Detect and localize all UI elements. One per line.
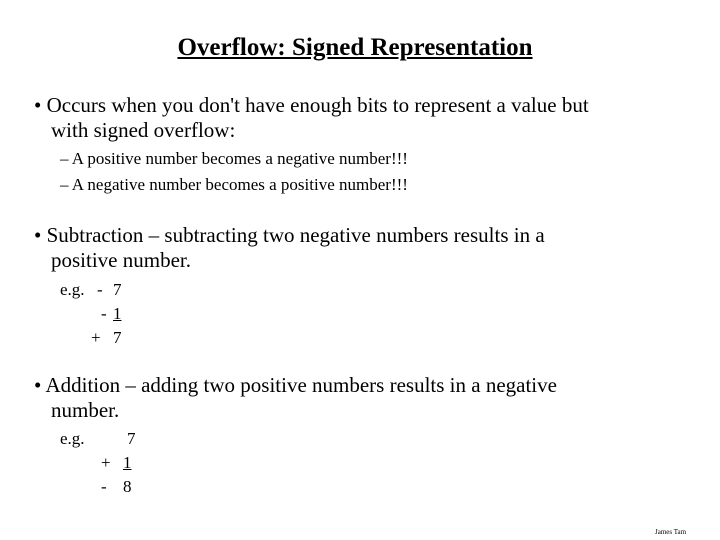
- example-number: 1: [113, 304, 122, 323]
- bullet-line: • Addition – adding two positive numbers results in a negative: [34, 373, 557, 397]
- bullet-line-continuation: positive number.: [51, 248, 191, 272]
- bullet-line-continuation: number.: [51, 398, 120, 422]
- example-number: 7: [113, 328, 122, 347]
- example-operator: -: [101, 477, 107, 496]
- bullet-line: • Subtraction – subtracting two negative numbers results in a: [34, 223, 545, 247]
- bullet-overflow-definition: [34, 93, 589, 143]
- bullet-subtraction: [34, 223, 545, 273]
- example-prefix: e.g.: [60, 429, 85, 448]
- example-operator: -: [97, 280, 103, 299]
- example-operator: +: [101, 453, 111, 472]
- example-operator: -: [101, 304, 107, 323]
- example-number: 7: [113, 280, 122, 299]
- sub-bullet-positive-to-negative: – A positive number becomes a negative number!!!: [60, 149, 408, 168]
- example-number: 8: [123, 477, 132, 496]
- author-credit: James Tam: [655, 528, 687, 536]
- example-number: 7: [127, 429, 136, 448]
- slide-title: Overflow: Signed Representation: [177, 34, 533, 61]
- example-operator: +: [91, 328, 101, 347]
- sub-bullet-negative-to-positive: – A negative number becomes a positive number!!!: [60, 175, 408, 194]
- bullet-addition: [34, 373, 557, 423]
- example-prefix: e.g.: [60, 280, 85, 299]
- example-number: 1: [123, 453, 132, 472]
- bullet-line-continuation: with signed overflow:: [51, 118, 236, 142]
- bullet-line: • Occurs when you don't have enough bits to represent a value but: [34, 93, 589, 117]
